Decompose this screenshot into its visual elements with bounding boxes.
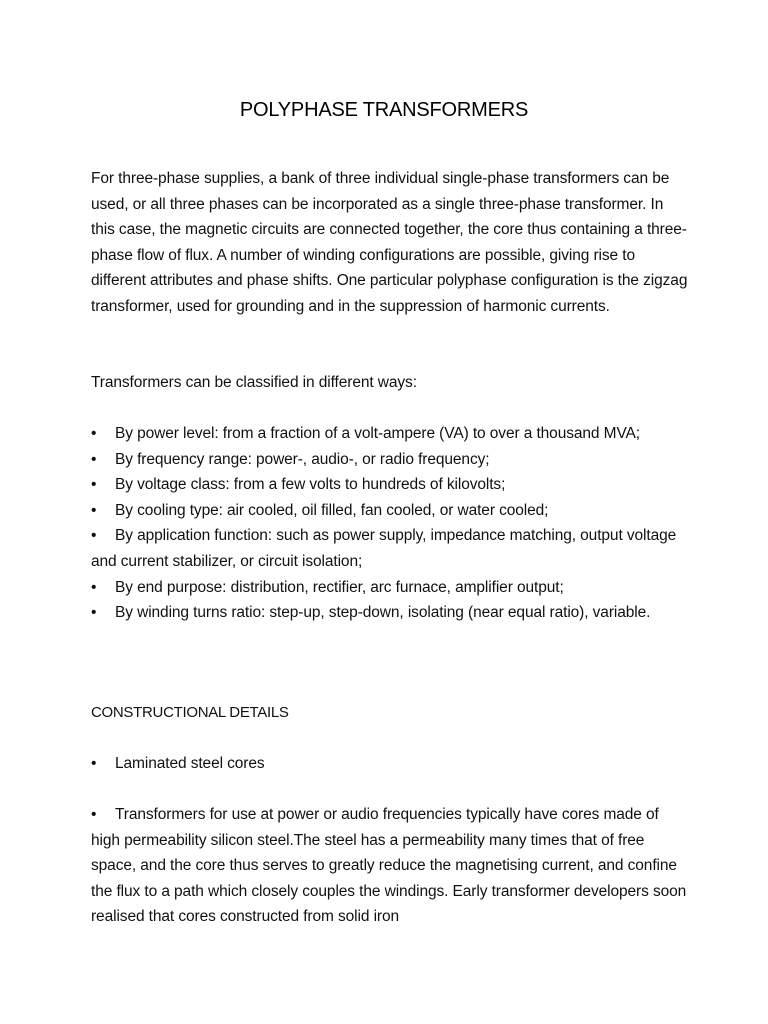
list-item bbox=[91, 523, 691, 574]
section-heading-text: CONSTRUCTIONAL DETAILS bbox=[91, 704, 289, 721]
list-item-text: By end purpose: distribution, rectifier, arc furnace, amplifier output; bbox=[115, 578, 564, 596]
list-item-text: By frequency range: power-, audio-, or radio frequency; bbox=[115, 450, 490, 468]
bullet-marker: • bbox=[91, 806, 97, 823]
list-item bbox=[91, 575, 691, 601]
paragraph-text: Transformers for use at power or audio frequencies typically have cores made of high permeability silicon steel.The steel has a permeability many times that of free space, and the core thus serves to greatly reduce the magnetising current, and confine the flux to a path which closely couples the windings. Early transformer developers soon realised that cores constructed from solid iron bbox=[91, 806, 687, 926]
final-paragraph-text bbox=[91, 802, 691, 930]
list-item bbox=[91, 600, 691, 626]
bullet-marker: • bbox=[91, 604, 97, 622]
bullet-marker: • bbox=[91, 476, 97, 494]
bullet-marker: • bbox=[91, 527, 97, 545]
final-paragraph bbox=[91, 802, 691, 930]
list-item bbox=[91, 447, 691, 473]
list-item-text: By application function: such as power supply, impedance matching, output voltage and current stabilizer, or circuit isolation; bbox=[91, 527, 677, 570]
list-item bbox=[91, 751, 691, 777]
laminated-item bbox=[91, 751, 691, 777]
list-item-text: By voltage class: from a few volts to hundreds of kilovolts; bbox=[115, 476, 506, 494]
list-item-text: By winding turns ratio: step-up, step-down, isolating (near equal ratio), variable. bbox=[115, 604, 651, 622]
list-item bbox=[91, 498, 691, 524]
bullet-marker: • bbox=[91, 425, 97, 442]
list-item bbox=[91, 472, 691, 498]
classification-heading-text: Transformers can be classified in different ways: bbox=[91, 374, 417, 391]
page-title: POLYPHASE TRANSFORMERS bbox=[239, 99, 529, 121]
list-item-text: By cooling type: air cooled, oil filled, fan cooled, or water cooled; bbox=[115, 501, 549, 519]
bullet-marker: • bbox=[91, 501, 97, 519]
classification-heading bbox=[91, 370, 691, 396]
bullet-marker: • bbox=[91, 578, 97, 596]
classification-list bbox=[91, 421, 691, 626]
list-item-text: By power level: from a fraction of a volt-ampere (VA) to over a thousand MVA; bbox=[115, 425, 640, 442]
section-heading bbox=[91, 700, 691, 726]
bullet-marker: • bbox=[91, 755, 97, 772]
list-item bbox=[91, 421, 691, 447]
bullet-marker: • bbox=[91, 450, 97, 468]
intro-paragraph bbox=[91, 166, 691, 320]
list-item-text: Laminated steel cores bbox=[115, 755, 265, 772]
intro-text: For three-phase supplies, a bank of three individual single-phase transformers can be used, or all three phases can be incorporated as a single three-phase transformer. In this case, the magnetic circuits are connected together, the core thus containing a three-phase flow of flux. A number of winding configurations are possible, giving rise to different attributes and phase shifts. One particular polyphase configuration is the zigzag transformer, used for grounding and in the suppression of harmonic currents. bbox=[91, 170, 688, 315]
